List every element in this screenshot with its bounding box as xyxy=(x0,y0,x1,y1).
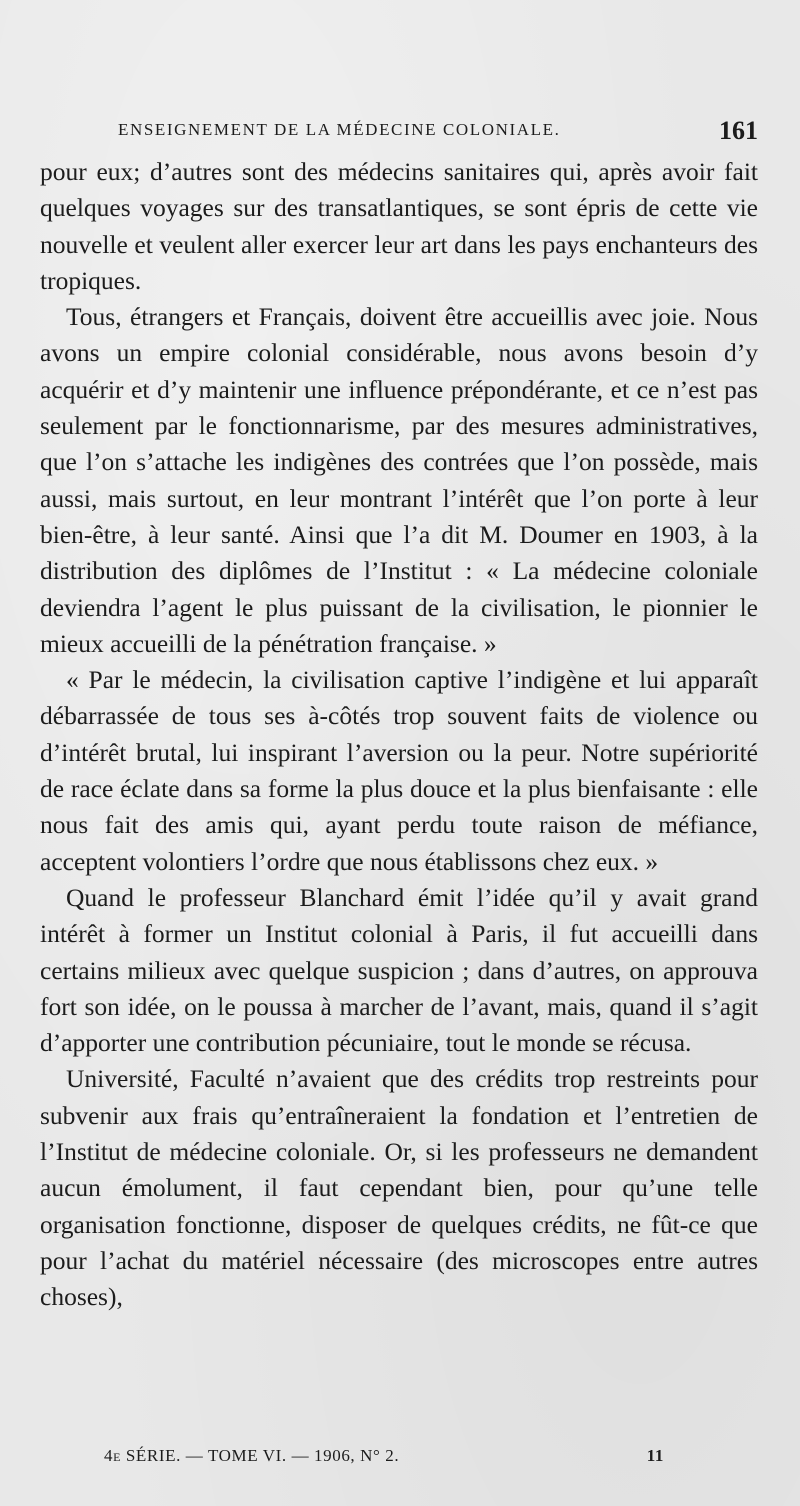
paragraph: Tous, étrangers et Français, doivent être accueillis avec joie. Nous avons un empire colonial considérable, nous avons besoin d’y acquérir et d’y maintenir une influence prépondérante, et ce n’est pas seulement par le fonctionnarisme, par des mesures administratives, que l’on s’attache les indigènes des contrées que l’on possède, mais aussi, mais surtout, en leur montrant l’intérêt que l’on porte à leur bien-être, à leur santé. Ainsi que l’a dit M. Doumer en 1903, à la distribution des diplômes de l’Institut : « La médecine coloniale deviendra l’agent le plus puissant de la civilisation, le pionnier le mieux accueilli de la pénétration française. » xyxy=(40,302,758,658)
running-title: ENSEIGNEMENT DE LA MÉDECINE COLONIALE. xyxy=(118,120,561,139)
paragraph: Université, Faculté n’avaient que des crédits trop restreints pour subvenir aux frais qu’entraîneraient la fondation et l’entretien de l’Institut de médecine coloniale. Or, si les professeurs ne demandent aucun émolument, il faut cependant bien, pour qu’une telle organisation fonctionne, disposer de quelques crédits, ne fût-ce que pour l’achat du matériel nécessaire (des microscopes entre autres choses), xyxy=(40,1064,758,1312)
signature-info: 4e SÉRIE. — TOME VI. — 1906, N° 2. xyxy=(104,1446,400,1465)
paragraph-quotation: « Par le médecin, la civilisation captive l’indigène et lui apparaît débarrassée de tous ses à-côtés trop souvent faits de violence ou d’intérêt brutal, lui inspirant l’aversion ou la peur. Notre supériorité de race éclate dans sa forme la plus douce et la plus bienfaisante : elle nous fait des amis qui, ayant perdu toute raison de méfiance, acceptent volontiers l’ordre que nous établissons chez eux. » xyxy=(40,665,758,876)
page-number: 161 xyxy=(719,116,758,145)
paragraph-continued: pour eux; d’autres sont des médecins sanitaires qui, après avoir fait quelques voyages sur des transatlantiques, se sont épris de cette vie nouvelle et veulent aller exercer leur art dans les pays enchanteurs des tropiques. xyxy=(40,157,758,295)
running-head xyxy=(118,116,758,144)
signature-number: 11 xyxy=(646,1446,664,1465)
paragraph: Quand le professeur Blanchard émit l’idée qu’il y avait grand intérêt à former un Institut colonial à Paris, il fut accueilli dans certains milieux avec quelque suspicion ; dans d’autres, on approuva fort son idée, on le poussa à marcher de l’avant, mais, quand il s’agit d’apporter une contribution pécuniaire, tout le monde se récusa. xyxy=(40,882,758,1058)
signature-footer xyxy=(104,1446,664,1472)
body-text xyxy=(40,154,758,1316)
